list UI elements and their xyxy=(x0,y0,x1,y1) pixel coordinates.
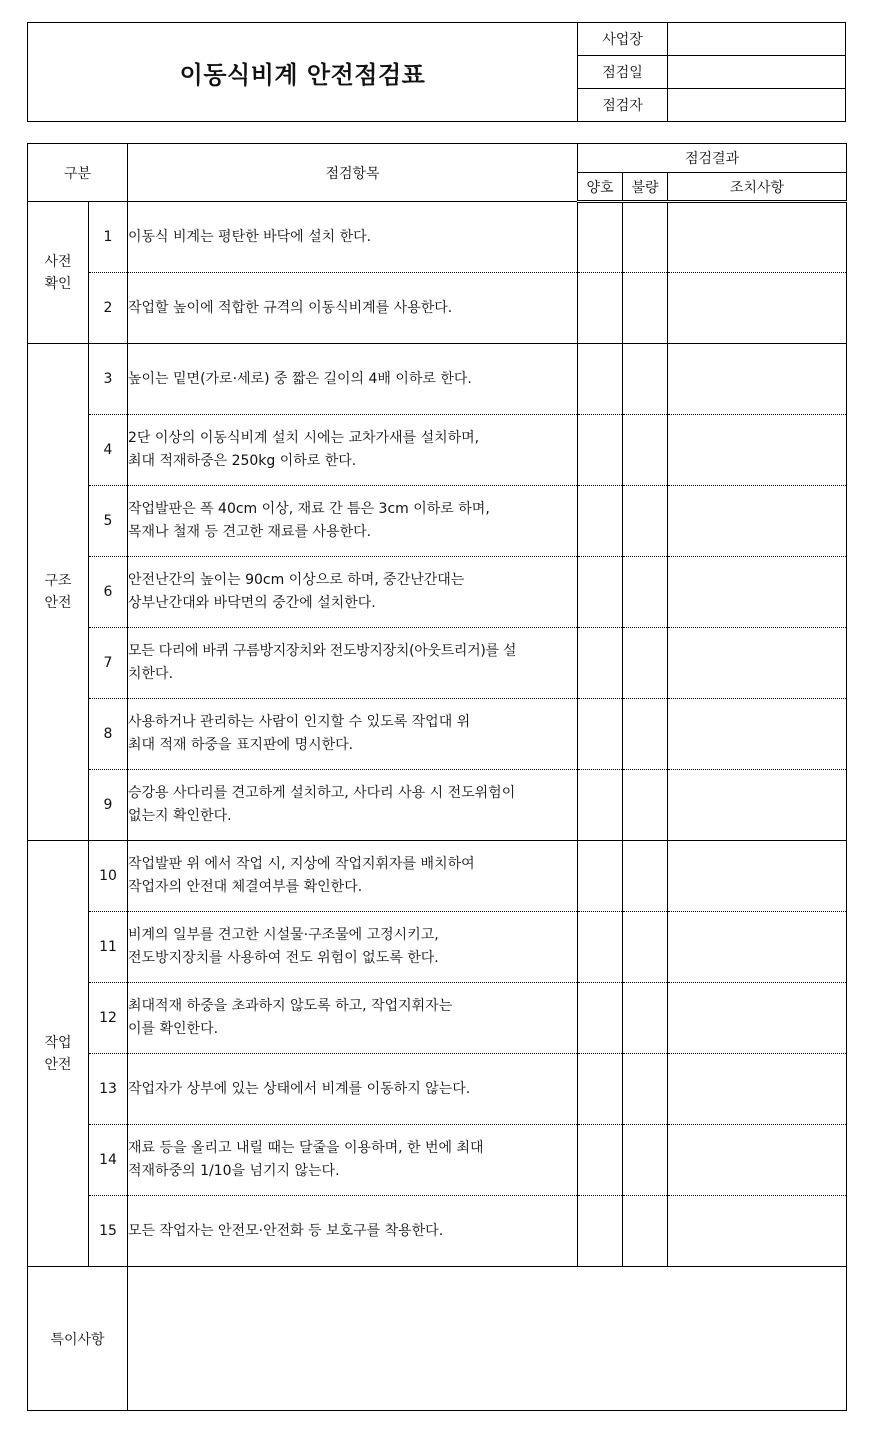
checklist-table xyxy=(27,143,847,1411)
bad-cell[interactable] xyxy=(623,557,668,628)
item-text: 높이는 밑면(가로·세로) 중 짧은 길이의 4배 이하로 한다. xyxy=(128,370,472,387)
item-number: 14 xyxy=(89,1125,128,1196)
checklist-item xyxy=(128,273,578,344)
meta-value-date[interactable] xyxy=(668,56,845,88)
action-cell[interactable] xyxy=(668,202,847,273)
item-text: 이동식 비계는 평탄한 바닥에 설치 한다. xyxy=(128,228,372,245)
checklist-item xyxy=(128,912,578,983)
action-cell[interactable] xyxy=(668,770,847,841)
col-items-header: 점검항목 xyxy=(128,144,578,202)
item-number: 12 xyxy=(89,983,128,1054)
item-text: 치한다. xyxy=(128,666,174,682)
category-pre-check xyxy=(28,202,89,344)
action-cell[interactable] xyxy=(668,273,847,344)
page-title: 이동식비계 안전점검표 xyxy=(28,23,578,121)
bad-cell[interactable] xyxy=(623,1196,668,1267)
category-label: 사전 xyxy=(44,253,72,270)
item-text: 작업자가 상부에 있는 상태에서 비계를 이동하지 않는다. xyxy=(128,1080,471,1097)
item-text: 작업자의 안전대 체결여부를 확인한다. xyxy=(128,879,363,895)
bad-cell[interactable] xyxy=(623,841,668,912)
item-text: 작업발판 위 에서 작업 시, 지상에 작업지휘자를 배치하여 xyxy=(128,856,475,872)
action-cell[interactable] xyxy=(668,912,847,983)
item-text: 안전난간의 높이는 90cm 이상으로 하며, 중간난간대는 xyxy=(128,572,465,588)
bad-cell[interactable] xyxy=(623,983,668,1054)
item-number: 8 xyxy=(89,699,128,770)
bad-cell[interactable] xyxy=(623,202,668,273)
item-number: 7 xyxy=(89,628,128,699)
item-text: 작업발판은 폭 40cm 이상, 재료 간 틈은 3cm 이하로 하며, xyxy=(128,501,490,517)
bad-cell[interactable] xyxy=(623,344,668,415)
item-number: 6 xyxy=(89,557,128,628)
col-bad-header: 불량 xyxy=(623,173,668,202)
item-text: 승강용 사다리를 견고하게 설치하고, 사다리 사용 시 전도위험이 xyxy=(128,785,516,801)
meta-label-date: 점검일 xyxy=(578,56,668,88)
notes-field[interactable] xyxy=(128,1267,847,1411)
item-text: 적재하중의 1/10을 넘기지 않는다. xyxy=(128,1163,340,1179)
good-cell[interactable] xyxy=(578,1196,623,1267)
item-number: 9 xyxy=(89,770,128,841)
item-text: 2단 이상의 이동식비계 설치 시에는 교차가새를 설치하며, xyxy=(128,430,480,446)
item-text: 없는지 확인한다. xyxy=(128,808,232,824)
meta-label-inspector: 점검자 xyxy=(578,89,668,121)
good-cell[interactable] xyxy=(578,273,623,344)
checklist-item xyxy=(128,415,578,486)
col-good-header: 양호 xyxy=(578,173,623,202)
good-cell[interactable] xyxy=(578,628,623,699)
col-category-header: 구분 xyxy=(28,144,128,202)
meta-row-inspector xyxy=(578,89,845,121)
item-text: 모든 다리에 바퀴 구름방지장치와 전도방지장치(아웃트리거)를 설 xyxy=(128,643,517,659)
item-number: 11 xyxy=(89,912,128,983)
good-cell[interactable] xyxy=(578,557,623,628)
header-meta xyxy=(578,23,845,121)
bad-cell[interactable] xyxy=(623,912,668,983)
item-number: 2 xyxy=(89,273,128,344)
meta-row-site xyxy=(578,23,845,56)
good-cell[interactable] xyxy=(578,415,623,486)
action-cell[interactable] xyxy=(668,1054,847,1125)
bad-cell[interactable] xyxy=(623,486,668,557)
good-cell[interactable] xyxy=(578,202,623,273)
good-cell[interactable] xyxy=(578,344,623,415)
checklist-item xyxy=(128,1125,578,1196)
category-label: 안전 xyxy=(44,595,72,611)
good-cell[interactable] xyxy=(578,1125,623,1196)
category-work-safety xyxy=(28,841,89,1267)
item-number: 1 xyxy=(89,202,128,273)
action-cell[interactable] xyxy=(668,841,847,912)
checklist-item xyxy=(128,202,578,273)
category-structural-safety xyxy=(28,344,89,841)
good-cell[interactable] xyxy=(578,770,623,841)
item-text: 최대 적재하중은 250kg 이하로 한다. xyxy=(128,453,357,469)
bad-cell[interactable] xyxy=(623,273,668,344)
bad-cell[interactable] xyxy=(623,628,668,699)
item-text: 재료 등을 올리고 내릴 때는 달줄을 이용하며, 한 번에 최대 xyxy=(128,1140,484,1156)
checklist-item xyxy=(128,1196,578,1267)
category-label: 확인 xyxy=(44,275,72,292)
item-text: 최대 적재 하중을 표지판에 명시한다. xyxy=(128,737,354,753)
checklist-item xyxy=(128,841,578,912)
checklist-item xyxy=(128,699,578,770)
item-text: 비계의 일부를 견고한 시설물·구조물에 고정시키고, xyxy=(128,927,439,943)
action-cell[interactable] xyxy=(668,1196,847,1267)
item-number: 13 xyxy=(89,1054,128,1125)
item-number: 15 xyxy=(89,1196,128,1267)
bad-cell[interactable] xyxy=(623,699,668,770)
checklist-item xyxy=(128,1054,578,1125)
good-cell[interactable] xyxy=(578,912,623,983)
action-cell[interactable] xyxy=(668,415,847,486)
bad-cell[interactable] xyxy=(623,1125,668,1196)
item-text: 상부난간대와 바닥면의 중간에 설치한다. xyxy=(128,595,376,611)
notes-label: 특이사항 xyxy=(28,1267,128,1411)
action-cell[interactable] xyxy=(668,983,847,1054)
meta-label-site: 사업장 xyxy=(578,23,668,55)
checklist-item xyxy=(128,486,578,557)
action-cell[interactable] xyxy=(668,1125,847,1196)
item-text: 목재나 철재 등 견고한 재료를 사용한다. xyxy=(128,524,372,540)
action-cell[interactable] xyxy=(668,699,847,770)
action-cell[interactable] xyxy=(668,344,847,415)
checklist-item xyxy=(128,628,578,699)
item-number: 5 xyxy=(89,486,128,557)
bad-cell[interactable] xyxy=(623,770,668,841)
category-label: 구조 xyxy=(44,573,72,589)
action-cell[interactable] xyxy=(668,557,847,628)
meta-value-site[interactable] xyxy=(668,23,845,55)
checklist-item xyxy=(128,983,578,1054)
checklist-item xyxy=(128,770,578,841)
bad-cell[interactable] xyxy=(623,415,668,486)
item-text: 작업할 높이에 적합한 규격의 이동식비계를 사용한다. xyxy=(128,299,453,316)
item-text: 전도방지장치를 사용하여 전도 위험이 없도록 한다. xyxy=(128,950,439,966)
category-label: 작업 xyxy=(44,1034,72,1051)
item-number: 4 xyxy=(89,415,128,486)
meta-value-inspector[interactable] xyxy=(668,89,845,121)
good-cell[interactable] xyxy=(578,486,623,557)
action-cell[interactable] xyxy=(668,628,847,699)
item-text: 모든 작업자는 안전모·안전화 등 보호구를 착용한다. xyxy=(128,1222,444,1239)
category-label: 안전 xyxy=(44,1056,72,1073)
item-text: 이를 확인한다. xyxy=(128,1021,219,1037)
meta-row-date xyxy=(578,56,845,89)
item-text: 최대적재 하중을 초과하지 않도록 하고, 작업지휘자는 xyxy=(128,998,453,1014)
checklist-item xyxy=(128,557,578,628)
good-cell[interactable] xyxy=(578,841,623,912)
checklist-container xyxy=(27,143,846,1411)
bad-cell[interactable] xyxy=(623,1054,668,1125)
checklist-item xyxy=(128,344,578,415)
item-number: 10 xyxy=(89,841,128,912)
action-cell[interactable] xyxy=(668,486,847,557)
col-action-header: 조치사항 xyxy=(668,173,847,202)
col-result-header: 점검결과 xyxy=(578,144,847,173)
item-number: 3 xyxy=(89,344,128,415)
form-header xyxy=(27,22,846,122)
good-cell[interactable] xyxy=(578,699,623,770)
good-cell[interactable] xyxy=(578,1054,623,1125)
good-cell[interactable] xyxy=(578,983,623,1054)
item-text: 사용하거나 관리하는 사람이 인지할 수 있도록 작업대 위 xyxy=(128,714,471,730)
